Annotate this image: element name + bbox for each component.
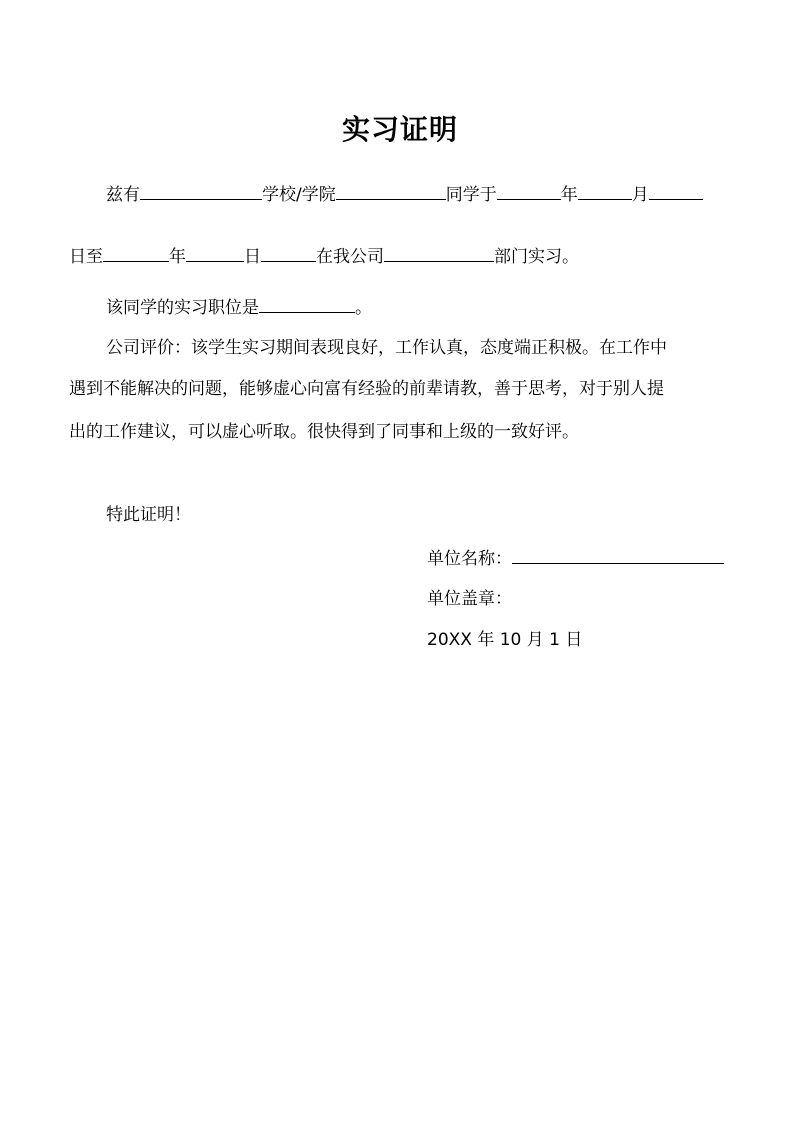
intro-text-3: 同学于 (445, 185, 497, 205)
unit-name-label: 单位名称： (427, 549, 512, 569)
start-day-blank[interactable] (649, 181, 703, 200)
department-blank[interactable] (384, 243, 494, 262)
position-suffix: 。 (355, 298, 372, 318)
issue-date: 20XX 年 10 月 1 日 (427, 630, 583, 650)
intro-text-10: 部门实习。 (494, 247, 579, 267)
evaluation-line-1: 公司评价：该学生实习期间表现良好，工作认真，态度端正积极。在工作中 (106, 338, 667, 358)
unit-name-blank[interactable] (512, 545, 724, 564)
unit-seal-label: 单位盖章： (427, 589, 512, 609)
intro-text-8: 日 (244, 247, 261, 267)
evaluation-line-3: 出的工作建议，可以虚心听取。很快得到了同事和上级的一致好评。 (69, 422, 579, 442)
intro-line-2 (69, 243, 579, 269)
closing-text: 特此证明！ (106, 505, 191, 525)
start-month-blank[interactable] (578, 181, 632, 200)
unit-name-row (427, 545, 724, 571)
position-line (106, 294, 372, 320)
end-day-blank[interactable] (261, 243, 316, 262)
name-blank[interactable] (140, 181, 262, 200)
intro-text-7: 年 (169, 247, 186, 267)
intro-text-9: 在我公司 (316, 247, 384, 267)
intro-text-4: 年 (560, 185, 578, 205)
end-month-blank[interactable] (186, 243, 244, 262)
intro-line-1 (106, 181, 703, 207)
evaluation-line-2: 遇到不能解决的问题，能够虚心向富有经验的前辈请教，善于思考，对于别人提 (69, 379, 664, 399)
intro-text-6: 日至 (69, 247, 103, 267)
school-blank[interactable] (336, 181, 446, 200)
intro-text-2: 学校/学院 (262, 185, 336, 205)
intro-text-5: 月 (631, 185, 649, 205)
end-year-blank[interactable] (103, 243, 169, 262)
intro-text-1: 兹有 (106, 185, 140, 205)
position-blank[interactable] (259, 294, 355, 313)
start-year-blank[interactable] (497, 181, 561, 200)
document-title: 实习证明 (341, 113, 458, 146)
position-text: 该同学的实习职位是 (106, 298, 259, 318)
